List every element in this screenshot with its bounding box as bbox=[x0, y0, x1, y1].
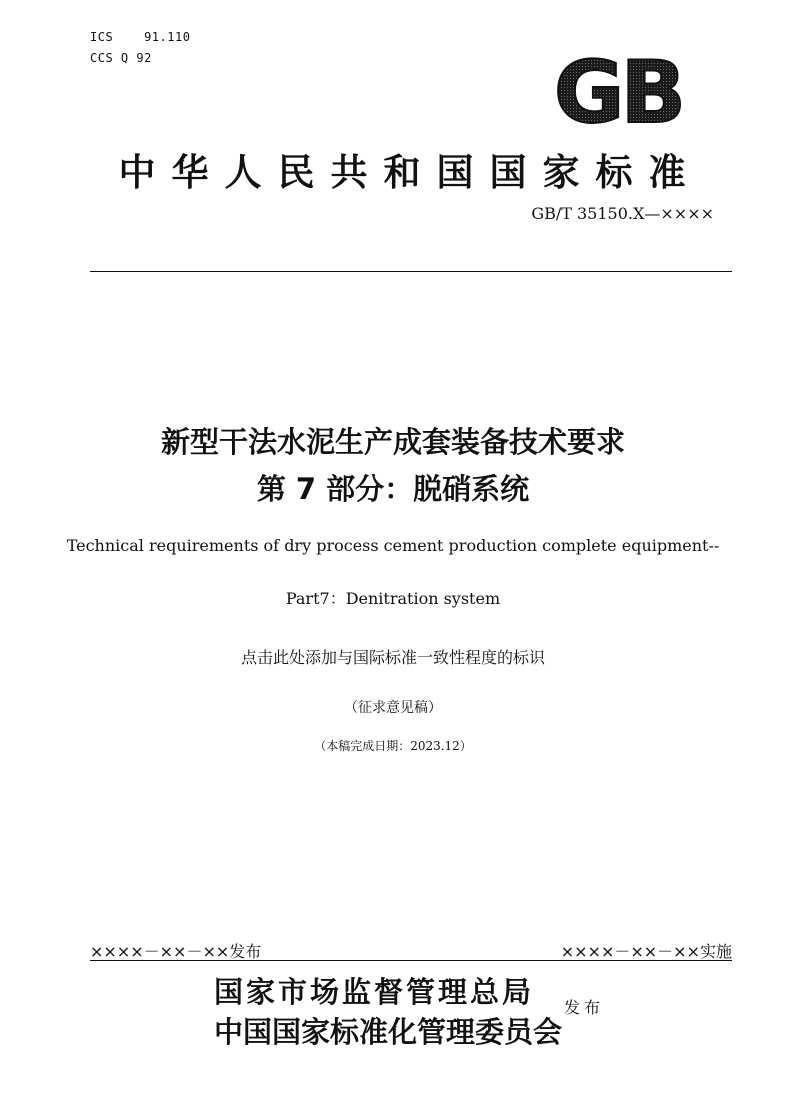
bottom-divider bbox=[90, 960, 732, 961]
issuer-line2: 中国国家标准化管理委员会 bbox=[214, 1015, 563, 1049]
implementation-date: ××××－××－××实施 bbox=[560, 942, 732, 961]
completion-date: （本稿完成日期：2023.12） bbox=[314, 739, 472, 753]
gb-logo bbox=[542, 56, 694, 130]
release-date: ××××－××－××发布 bbox=[90, 942, 262, 961]
title-en-line2: Part7：Denitration system bbox=[285, 589, 501, 608]
title-cn-line2: 第 7 部分：脱硝系统 bbox=[256, 472, 530, 506]
ics-code: ICS 91.110 bbox=[90, 30, 191, 44]
svg-text:GB: GB bbox=[553, 56, 683, 130]
draft-status: （征求意见稿） bbox=[344, 700, 442, 716]
conformity-placeholder[interactable]: 点击此处添加与国际标准一致性程度的标识 bbox=[240, 648, 545, 667]
agency-title: 中华人民共和国国家标准 bbox=[118, 150, 702, 194]
top-divider bbox=[90, 271, 732, 272]
publish-label: 发布 bbox=[564, 998, 605, 1017]
ccs-code: CCS Q 92 bbox=[90, 51, 152, 65]
title-en-line1: Technical requirements of dry process cement production complete equipment-- bbox=[66, 536, 720, 555]
standard-number: GB/T 35150.X—×××× bbox=[531, 204, 714, 223]
title-cn-line1: 新型干法水泥生产成套装备技术要求 bbox=[160, 425, 625, 459]
issuer-line1: 国家市场监督管理总局 bbox=[214, 975, 535, 1009]
